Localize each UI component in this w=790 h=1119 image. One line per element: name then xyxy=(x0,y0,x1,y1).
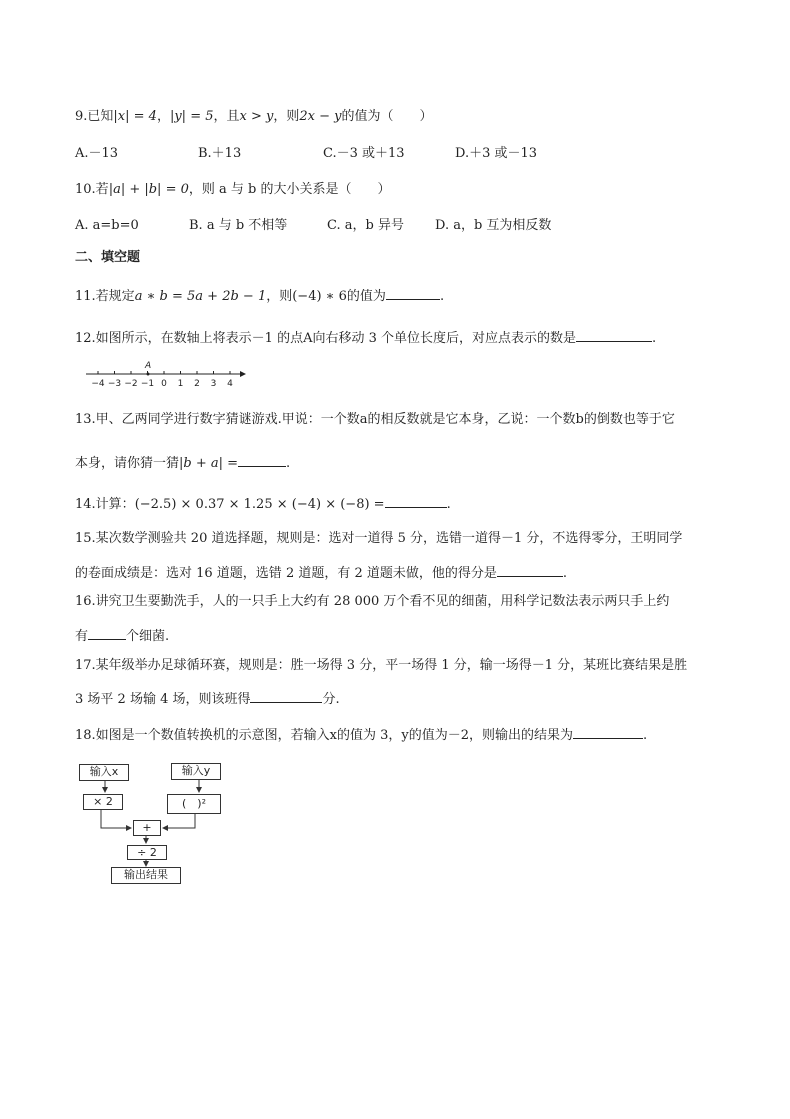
flow-input-y-box: 输入y xyxy=(171,763,221,780)
q10-option-a: A. a=b=0 xyxy=(75,218,139,233)
number-line-point-label: A xyxy=(145,361,152,371)
q9-option-b: B.＋13 xyxy=(198,146,242,161)
question-10-stem: 10.若|a| + |b| = 0，则 a 与 b 的大小关系是（ ） xyxy=(75,182,391,197)
number-line-tick-label: 1 xyxy=(177,379,184,389)
q9-option-c: C.－3 或＋13 xyxy=(323,146,405,161)
question-16-line1: 16.讲究卫生要勤洗手，人的一只手上大约有 28 000 万个看不见的细菌，用科学记数法表示两只手上约 xyxy=(75,594,670,609)
number-line-tick-label: 3 xyxy=(210,379,217,389)
q9-option-d: D.＋3 或－13 xyxy=(455,146,538,161)
q10-condition: |a| + |b| = 0 xyxy=(108,182,189,197)
q11-definition: a ∗ b = 5a + 2b − 1 xyxy=(134,289,267,304)
question-14: 14.计算：(−2.5) × 0.37 × 1.25 × (−4) × (−8) = . xyxy=(75,493,451,514)
number-line-tick-label: 4 xyxy=(227,379,233,389)
question-11: 11.若规定a ∗ b = 5a + 2b − 1，则(−4) ∗ 6的值为 . xyxy=(75,285,444,306)
question-13-line2: 本身，请你猜一猜|b + a| = . xyxy=(75,452,290,473)
flow-times2-box: × 2 xyxy=(83,794,123,810)
edge-times2-to-plus xyxy=(101,810,131,828)
number-line-tick-label: −2 xyxy=(124,379,138,389)
flow-input-x-box: 输入x xyxy=(79,764,129,781)
q10-option-c: C. a，b 异号 xyxy=(327,218,404,233)
question-16-line2: 有 个细菌. xyxy=(75,625,169,646)
question-15-line1: 15.某次数学测验共 20 道选择题，规则是：选对一道得 5 分，选错一道得－1 分，不选得零分，王明同学 xyxy=(75,531,683,546)
number-line-tick-label: 2 xyxy=(194,379,200,389)
number-line-tick-label: −4 xyxy=(91,379,105,389)
q9-expression: 2x − y xyxy=(299,109,342,124)
q9-condition-y: |y| = 5 xyxy=(169,109,214,124)
question-18: 18.如图是一个数值转换机的示意图，若输入x的值为 3，y的值为－2，则输出的结果为 . xyxy=(75,724,647,745)
q13-expression: |b + a| = xyxy=(179,456,239,471)
flow-output-box: 输出结果 xyxy=(111,867,181,884)
q9-condition-x: |x| = 4 xyxy=(113,109,157,124)
number-line-tick-label: −1 xyxy=(140,379,155,389)
flow-square-box: ( )² xyxy=(167,794,221,814)
q10-option-b: B. a 与 b 不相等 xyxy=(189,218,288,233)
number-line-tick-label: 0 xyxy=(161,379,167,389)
question-9-stem: 9.已知|x| = 4，|y| = 5，且x > y，则2x − y的值为（ ） xyxy=(75,109,433,124)
question-15-line2: 的卷面成绩是：选对 16 道题，选错 2 道题，有 2 道题未做，他的得分是 . xyxy=(75,562,567,583)
flow-plus-box: + xyxy=(133,820,161,836)
edge-square-to-plus xyxy=(163,814,195,828)
question-13-line1: 13.甲、乙两同学进行数字猜谜游戏.甲说：一个数a的相反数就是它本身，乙说：一个数b的倒数也等于它 xyxy=(75,412,675,427)
question-17-line2: 3 场平 2 场输 4 场，则该班得 分. xyxy=(75,688,340,709)
flow-div2-box: ÷ 2 xyxy=(127,845,167,860)
q9-condition-compare: x > y xyxy=(239,109,274,124)
number-line-tick-label: −3 xyxy=(107,379,122,389)
question-12: 12.如图所示，在数轴上将表示－1 的点A向右移动 3 个单位长度后，对应点表示的数是 . xyxy=(75,327,656,348)
q14-expression: (−2.5) × 0.37 × 1.25 × (−4) × (−8) = xyxy=(134,497,385,512)
q9-option-a: A.－13 xyxy=(75,146,119,161)
q10-option-d: D. a，b 互为相反数 xyxy=(435,218,552,233)
section-heading-fill-blank: 二、填空题 xyxy=(75,250,141,265)
q11-expression: (−4) ∗ 6 xyxy=(292,289,347,304)
question-17-line1: 17.某年级举办足球循环赛，规则是：胜一场得 3 分，平一场得 1 分，输一场得－1 分，某班比赛结果是胜 xyxy=(75,658,688,673)
